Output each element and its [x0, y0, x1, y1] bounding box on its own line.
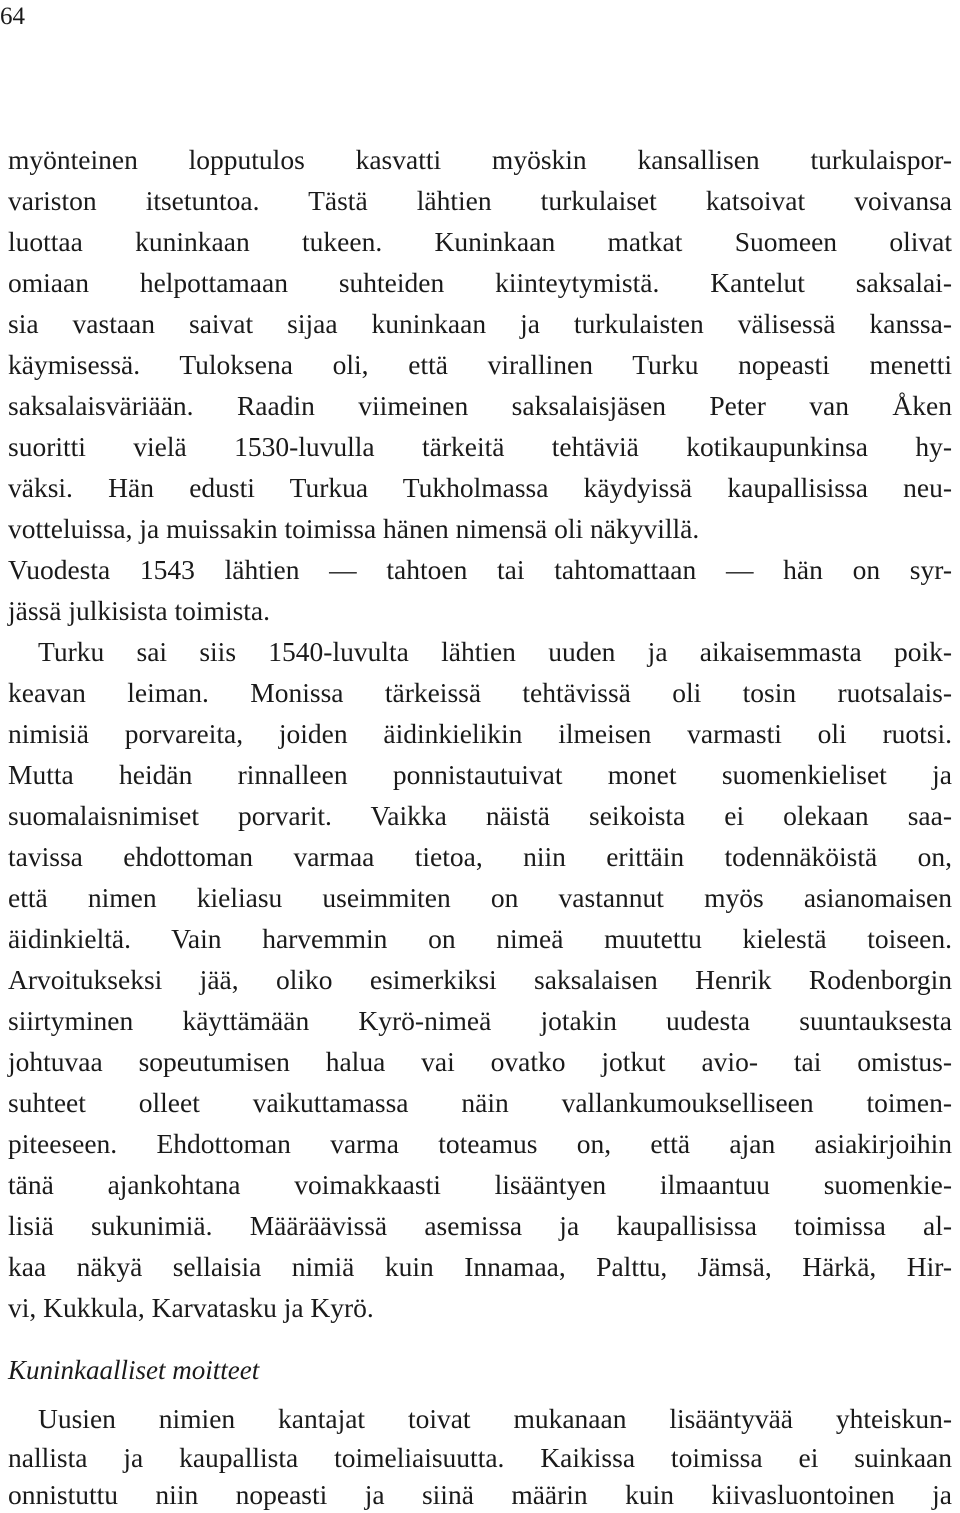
- text-line: suhteet olleet vaikuttamassa näin vallankumoukselliseen toimen-: [8, 1087, 952, 1118]
- text-line: votteluissa, ja muissakin toimissa hänen nimensä oli näkyvillä.: [8, 513, 700, 544]
- text-line: nallista ja kaupallista toimeliaisuutta. Kaikissa toimissa ei suinkaan: [8, 1442, 952, 1473]
- page-number: 64: [0, 3, 25, 30]
- text-line: Turku sai siis 1540-luvulta lähtien uuden ja aikaisemmasta poik-: [38, 636, 952, 667]
- text-line: saksalaisväriään. Raadin viimeinen saksalaisjäsen Peter van Åken: [8, 390, 952, 421]
- text-line: onnistuttu niin nopeasti ja siinä määrin kuin kiivasluontoinen ja: [8, 1479, 952, 1510]
- text-line: keavan leiman. Monissa tärkeissä tehtävissä oli tosin ruotsalais-: [8, 677, 952, 708]
- text-line: piteeseen. Ehdottoman varma toteamus on, että ajan asiakirjoihin: [8, 1128, 952, 1159]
- text-line: siirtyminen käyttämään Kyrö-nimeä jotakin uudesta suuntauksesta: [8, 1005, 952, 1036]
- text-line: että nimen kieliasu useimmiten on vastannut myös asianomaisen: [8, 882, 952, 913]
- text-line: luottaa kuninkaan tukeen. Kuninkaan matkat Suomeen olivat: [8, 226, 952, 257]
- text-line: johtuvaa sopeutumisen halua vai ovatko jotkut avio- tai omistus-: [8, 1046, 952, 1077]
- text-line: vi, Kukkula, Karvatasku ja Kyrö.: [8, 1292, 374, 1323]
- text-line: lisiä sukunimiä. Määräävissä asemissa ja kaupallisissa toimissa al-: [8, 1210, 952, 1241]
- text-line: äidinkieltä. Vain harvemmin on nimeä muutettu kielestä toiseen.: [8, 923, 952, 954]
- text-line: omiaan helpottamaan suhteiden kiinteytymistä. Kantelut saksalai-: [8, 267, 952, 298]
- text-line: suomalaisnimiset porvarit. Vaikka näistä seikoista ei olekaan saa-: [8, 800, 952, 831]
- text-line: väksi. Hän edusti Turkua Tukholmassa käydyissä kaupallisissa neu-: [8, 472, 952, 503]
- text-line: Mutta heidän rinnalleen ponnistautuivat monet suomenkieliset ja: [8, 759, 952, 790]
- text-line: Uusien nimien kantajat toivat mukanaan lisääntyvää yhteiskun-: [38, 1403, 952, 1434]
- text-line: sia vastaan saivat sijaa kuninkaan ja turkulaisten välisessä kanssa-: [8, 308, 952, 339]
- text-line: nimisiä porvareita, joiden äidinkielikin ilmeisen varmasti oli ruotsi.: [8, 718, 952, 749]
- section-heading: Kuninkaalliset moitteet: [8, 1355, 260, 1385]
- text-line: suoritti vielä 1530-luvulla tärkeitä tehtäviä kotikaupunkinsa hy-: [8, 431, 952, 462]
- text-line: jässä julkisista toimista.: [8, 595, 271, 626]
- text-line: tavissa ehdottoman varmaa tietoa, niin erittäin todennäköistä on,: [8, 841, 952, 872]
- text-line: kaa näkyä sellaisia nimiä kuin Innamaa, Palttu, Jämsä, Härkä, Hir-: [8, 1251, 952, 1282]
- text-line: käymisessä. Tuloksena oli, että virallinen Turku nopeasti menetti: [8, 349, 952, 380]
- text-line: Vuodesta 1543 lähtien — tahtoen tai tahtomattaan — hän on syr-: [8, 554, 952, 585]
- text-line: myönteinen lopputulos kasvatti myöskin kansallisen turkulaispor-: [8, 144, 952, 175]
- text-line: tänä ajankohtana voimakkaasti lisääntyen ilmaantuu suomenkie-: [8, 1169, 952, 1200]
- text-line: variston itsetuntoa. Tästä lähtien turkulaiset katsoivat voivansa: [8, 185, 952, 216]
- text-line: Arvoitukseksi jää, oliko esimerkiksi saksalaisen Henrik Rodenborgin: [8, 964, 952, 995]
